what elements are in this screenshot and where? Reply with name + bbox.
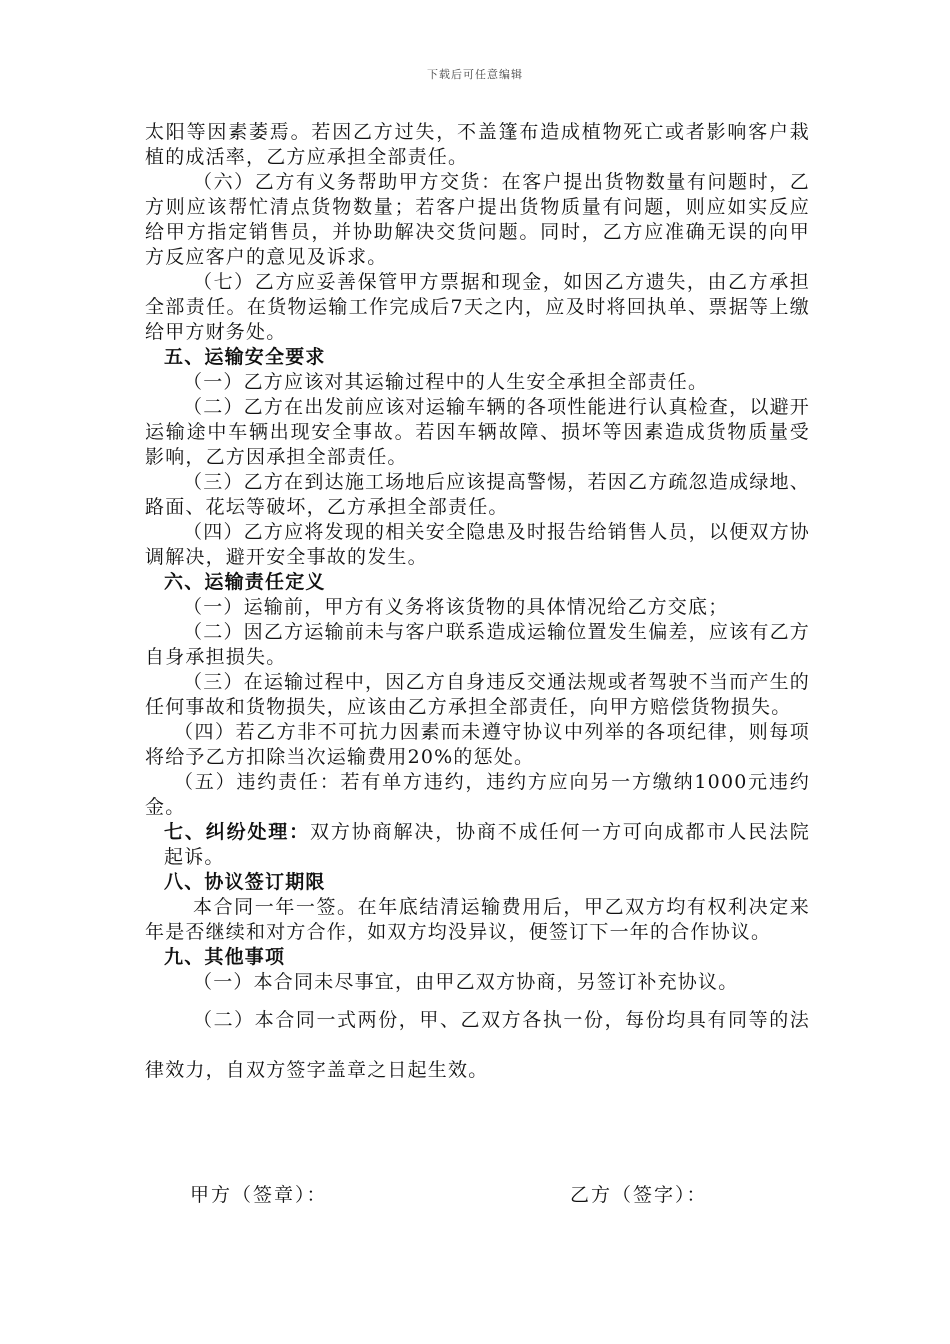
clause-5-1: （一）乙方应该对其运输过程中的人生安全承担全部责任。 [183,371,709,393]
party-a-signature-label: 甲方（签章）： [190,1184,328,1206]
section-heading-5: 五、运输安全要求 [164,346,326,368]
section-heading-8: 八、协议签订期限 [164,871,326,893]
paragraph-continued: 太阳等因素萎焉。若因乙方过失，不盖篷布造成植物死亡或者影响客户栽植的成活率，乙方应承担全部责任。 [145,121,810,168]
clause-6-3: （三）在运输过程中，因乙方自身违反交通法规或者驾驶不当而产生的任何事故和货物损失，应该由乙方承担全部责任，向甲方赔偿货物损失。 [145,671,810,718]
party-b-signature-label: 乙方（签字）： [570,1184,708,1206]
clause-4-7: （七）乙方应妥善保管甲方票据和现金，如因乙方遗失，由乙方承担全部责任。在货物运输工作完成后7天之内，应及时将回执单、票据等上缴给甲方财务处。 [145,271,810,343]
contract-body [145,120,810,1095]
section-7-text: 双方协商解决，协商不成任何一方可向成都市人民法院起诉。 [164,821,810,868]
clause-6-2: （二）因乙方运输前未与客户联系造成运输位置发生偏差，应该有乙方自身承担损失。 [145,621,810,668]
clause-6-5: （五）违约责任：若有单方违约，违约方应向另一方缴纳1000元违约金。 [145,771,810,818]
clause-5-2: （二）乙方在出发前应该对运输车辆的各项性能进行认真检查，以避开运输途中车辆出现安全事故。若因车辆故障、损坏等因素造成货物质量受影响，乙方因承担全部责任。 [145,396,810,468]
section-heading-9: 九、其他事项 [164,946,286,968]
clause-6-1: （一）运输前，甲方有义务将该货物的具体情况给乙方交底； [183,596,729,618]
section-7 [145,820,810,870]
clause-6-4: （四）若乙方非不可抗力因素而未遵守协议中列举的各项纪律，则每项将给予乙方扣除当次运输费用20%的惩处。 [145,721,810,768]
section-heading-7: 七、纠纷处理： [164,821,311,843]
clause-8-1: 本合同一年一签。在年底结清运输费用后，甲乙双方均有权利决定来年是否继续和对方合作，如双方均没异议，便签订下一年的合作协议。 [145,896,810,943]
clause-9-2: （二）本合同一式两份，甲、乙双方各执一份，每份均具有同等的法律效力，自双方签字盖章之日起生效。 [145,1009,810,1081]
clause-5-4: （四）乙方应将发现的相关安全隐患及时报告给销售人员，以便双方协调解决，避开安全事故的发生。 [145,521,810,568]
page-header-note: 下载后可任意编辑 [427,68,523,81]
section-heading-6: 六、运输责任定义 [164,571,326,593]
clause-5-3: （三）乙方在到达施工场地后应该提高警惕，若因乙方疏忽造成绿地、路面、花坛等破坏，乙方承担全部责任。 [145,471,810,518]
clause-4-6: （六）乙方有义务帮助甲方交货：在客户提出货物数量有问题时，乙方则应该帮忙清点货物数量；若客户提出货物质量有问题，则应如实反应给甲方指定销售员，并协助解决交货问题。同时，乙方应准确无误的向甲方反应客户的意见及诉求。 [145,171,810,268]
clause-9-1: （一）本合同未尽事宜，由甲乙双方协商，另签订补充协议。 [193,971,739,993]
